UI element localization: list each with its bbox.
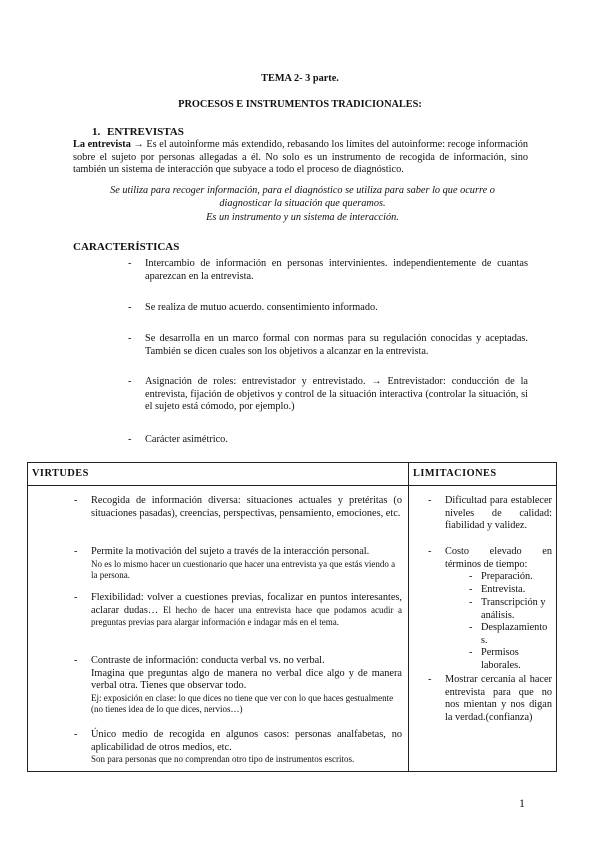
arrow-icon: → xyxy=(133,139,144,150)
section-title: ENTREVISTAS xyxy=(107,126,184,138)
paragraph-text: Es el autoinforme más extendido, rebasando los límites del autoinforme: recoge información sobre el sujeto por personas allegadas a él. No solo es un instrumento de recogida de información, sino también un sistema de interacción que subyace a todo el proceso de diagnóstico. xyxy=(73,139,528,176)
section-number: 1. xyxy=(92,126,101,138)
lead-term: La entrevista xyxy=(73,139,131,150)
italic-note-2: Es un instrumento y un sistema de interacción. xyxy=(206,212,399,223)
virtudes-header: VIRTUDES xyxy=(32,468,89,479)
virtudes-limitaciones-table: VIRTUDES LIMITACIONES - Recogida de información diversa: situaciones actuales y pretéritas (o situaciones pasadas), creencias, perspectivas, pensamiento, emociones, etc. - Permite la motivación del sujeto a través de la interacción personal. No es lo mismo hacer un cuestionario que hacer una entrevista ya que estás viendo a la persona. - Flexibilidad: volver a cuestiones previas, focalizar en puntos interesantes, aclarar dudas… El hecho de hacer una entrevista hace que podamos acudir a preguntas previas para alargar información e indagar más en el tema. - Contraste de información: conducta verbal vs. no verbal. Imagina que preguntas algo de manera no verbal dice algo y de manera verbal otra. Tienes que observar todo. Ej: exposición en clase: lo que dices no tiene que ver con lo que haces gestualmente (no tienes idea de lo que dices, nervios…) - Único medio de recogida en algunos casos: personas analfabetas, no aplicabilidad de otros medios, etc. Son para personas que no comprendan otro tipo de instrumentos escritos. - Dificultad para establecer niveles de calidad: fiabilidad y validez. - Costo elevado en términos de tiempo: - Preparación. - Entrevista. - Transcripción y análisis. - Desplazamientos. - Permisos laborales. - Mostrar cercanía al hacer entrevista para que no nos mientan y nos digan la verdad.(confianza) xyxy=(27,462,557,772)
page-number: 1 xyxy=(519,796,525,810)
entrevista-paragraph xyxy=(73,139,528,177)
tema-heading: TEMA 2- 3 parte. xyxy=(261,73,339,84)
italic-note-1: Se utiliza para recoger información, para el diagnóstico se utiliza para saber lo que ocurre o diagnosticar la situación que queramos. xyxy=(110,185,495,209)
procesos-heading: PROCESOS E INSTRUMENTOS TRADICIONALES: xyxy=(178,99,422,110)
caracteristicas-title: CARACTERÍSTICAS xyxy=(73,241,180,253)
limitaciones-header: LIMITACIONES xyxy=(413,468,497,479)
